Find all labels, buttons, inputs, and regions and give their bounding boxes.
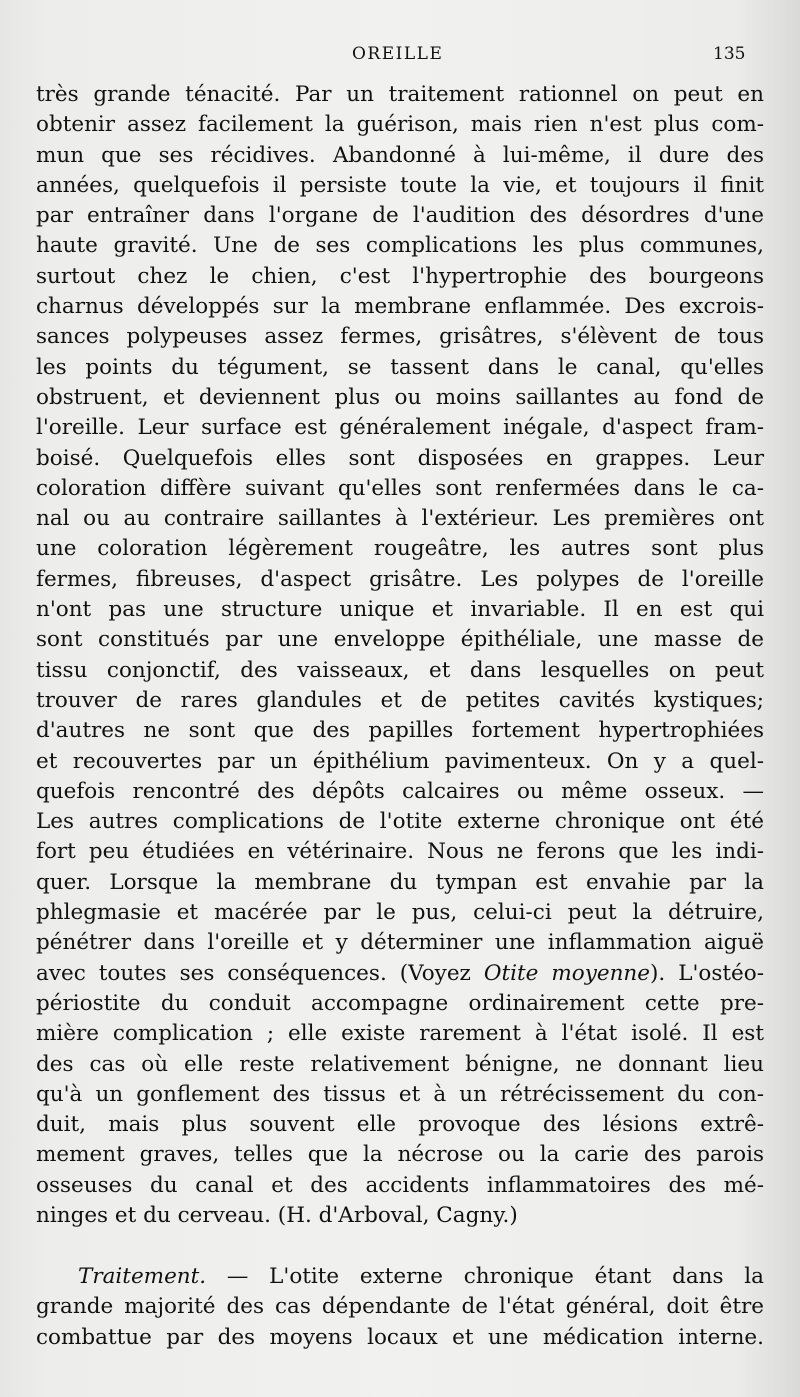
text-line: n'ont pas une structure unique et invariable. Il en est qui [36, 597, 764, 623]
text-line: périostite du conduit accompagne ordinairement cette pre- [36, 990, 764, 1016]
text-line: mun que ses récidives. Abandonné à lui-même, il dure des [36, 142, 764, 168]
text-line: duit, mais plus souvent elle provoque des lésions extrê- [36, 1112, 764, 1138]
text-line: les points du tégument, se tassent dans le canal, qu'elles [36, 354, 764, 380]
text-line: mière complication ; elle existe rarement à l'état isolé. Il est [36, 1021, 764, 1047]
text-line: nal ou au contraire saillantes à l'extérieur. Les premières ont [36, 506, 764, 532]
running-head [0, 44, 800, 70]
text-line: obstruent, et deviennent plus ou moins saillantes au fond de [36, 384, 764, 410]
page-number: 135 [713, 44, 746, 64]
text-line: combattue par des moyens locaux et une médication interne. [36, 1324, 764, 1350]
text-line: quer. Lorsque la membrane du tympan est envahie par la [36, 869, 764, 895]
text-line: sances polypeuses assez fermes, grisâtres, s'élèvent de tous [36, 324, 764, 350]
text-line: tissu conjonctif, des vaisseaux, et dans lesquelles on peut [36, 657, 764, 683]
text-line: haute gravité. Une de ses complications les plus communes, [36, 233, 764, 259]
text-line: mement graves, telles que la nécrose ou la carie des parois [36, 1142, 764, 1168]
text-line: ninges et du cerveau. (H. d'Arboval, Cagny.) [36, 1202, 518, 1228]
text-line: surtout chez le chien, c'est l'hypertrophie des bourgeons [36, 263, 764, 289]
text-line: fermes, fibreuses, d'aspect grisâtre. Les polypes de l'oreille [36, 566, 764, 592]
text-line: obtenir assez facilement la guérison, mais rien n'est plus com- [36, 112, 764, 138]
cross-reference: Otite moyenne [483, 960, 651, 986]
text-span: ). L'ostéo- [650, 960, 764, 986]
text-line: fort peu étudiées en vétérinaire. Nous ne ferons que les indi- [36, 839, 764, 865]
text-line: coloration diffère suivant qu'elles sont renfermées dans le ca- [36, 475, 764, 501]
text-line: d'autres ne sont que des papilles fortement hypertrophiées [36, 718, 764, 744]
text-line: charnus développés sur la membrane enflammée. Des excrois- [36, 294, 764, 320]
text-line: phlegmasie et macérée par le pus, celui-ci peut la détruire, [36, 900, 764, 926]
running-head-title: OREILLE [352, 44, 444, 64]
text-line-with-heading [36, 1262, 764, 1292]
text-line: très grande ténacité. Par un traitement rationnel on peut en [36, 82, 764, 107]
paragraph-traitement [36, 1262, 764, 1353]
text-line: osseuses du canal et des accidents inflammatoires des mé- [36, 1172, 764, 1198]
text-line: une coloration légèrement rougeâtre, les autres sont plus [36, 536, 764, 562]
text-span: — L'otite externe chronique étant dans la [206, 1264, 764, 1289]
text-line: boisé. Quelquefois elles sont disposées en grappes. Leur [36, 445, 764, 471]
text-line: des cas où elle reste relativement bénigne, ne donnant lieu [36, 1051, 764, 1077]
text-line: et recouvertes par un épithélium pavimenteux. On y a quel- [36, 748, 764, 774]
text-line: quefois rencontré des dépôts calcaires ou même osseux. — [36, 778, 764, 804]
text-span: avec toutes ses conséquences. (Voyez [36, 960, 484, 986]
text-line: trouver de rares glandules et de petites cavités kystiques; [36, 687, 764, 713]
section-heading: Traitement. [78, 1264, 207, 1289]
text-line: sont constitués par une enveloppe épithéliale, une masse de [36, 627, 764, 653]
paragraph-complications [36, 80, 764, 1231]
text-line: qu'à un gonflement des tissus et à un rétrécissement du con- [36, 1081, 764, 1107]
text-line: l'oreille. Leur surface est généralement inégale, d'aspect fram- [36, 415, 764, 441]
text-line-with-italic [36, 959, 764, 989]
text-line: années, quelquefois il persiste toute la vie, et toujours il finit [36, 172, 764, 198]
text-line: grande majorité des cas dépendante de l'état général, doit être [36, 1294, 764, 1320]
text-line: pénétrer dans l'oreille et y déterminer une inflammation aiguë [36, 930, 764, 956]
text-line: Les autres complications de l'otite externe chronique ont été [36, 809, 764, 835]
text-line: par entraîner dans l'organe de l'audition des désordres d'une [36, 203, 764, 229]
